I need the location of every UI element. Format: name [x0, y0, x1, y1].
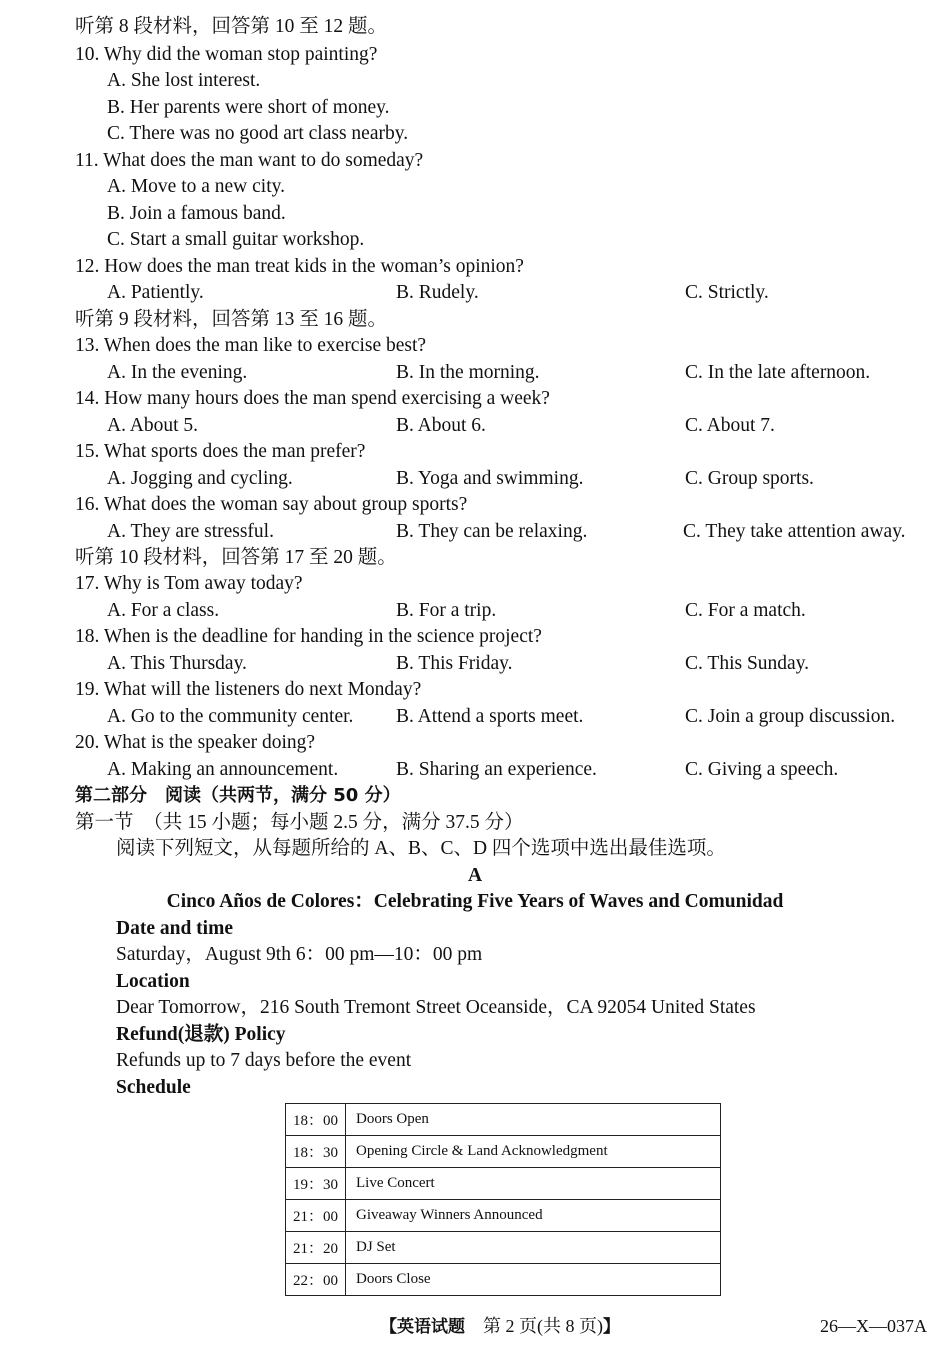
q18-options — [0, 651, 950, 677]
option-b: B. About 6. — [396, 415, 486, 436]
question-17 — [0, 571, 950, 597]
option-b: B. Her parents were short of money. — [107, 97, 390, 118]
question-11 — [0, 148, 950, 174]
section-one-title-row — [0, 810, 950, 836]
section-heading: 听第 10 段材料，回答第 17 至 20 题。 — [75, 547, 397, 568]
option-c: C. About 7. — [685, 415, 775, 436]
question-16 — [0, 492, 950, 518]
question-text: 10. Why did the woman stop painting? — [75, 44, 378, 65]
question-10 — [0, 42, 950, 68]
table-row — [286, 1232, 721, 1264]
section8-heading-row — [0, 14, 950, 40]
question-18 — [0, 624, 950, 650]
schedule-table — [285, 1103, 721, 1296]
option-b: B. Join a famous band. — [107, 203, 286, 224]
question-text: 16. What does the woman say about group sports? — [75, 494, 468, 515]
option-c: C. For a match. — [685, 600, 806, 621]
option-b: B. They can be relaxing. — [396, 521, 588, 542]
question-text: 20. What is the speaker doing? — [75, 732, 316, 753]
option-c: C. Strictly. — [685, 282, 769, 303]
passage-letter: A — [467, 865, 483, 886]
option-c: C. Join a group discussion. — [685, 706, 896, 727]
section-title: 第一节 （共 15 小题；每小题 2.5 分，满分 37.5 分） — [75, 812, 524, 833]
table-row — [286, 1168, 721, 1200]
page-footer — [0, 1313, 950, 1339]
question-14 — [0, 386, 950, 412]
schedule-event: Doors Close — [346, 1264, 721, 1296]
question-text: 18. When is the deadline for handing in the science project? — [75, 626, 542, 647]
table-row — [286, 1104, 721, 1136]
question-12 — [0, 254, 950, 280]
question-text: 17. Why is Tom away today? — [75, 573, 303, 594]
q14-options — [0, 413, 950, 439]
section-heading: 听第 8 段材料，回答第 10 至 12 题。 — [75, 16, 388, 37]
schedule-event: Opening Circle & Land Acknowledgment — [346, 1136, 721, 1168]
option-a: A. Jogging and cycling. — [107, 468, 293, 489]
part-title: 第二部分 阅读（共两节，满分 50 分） — [75, 785, 401, 806]
option-a: A. In the evening. — [107, 362, 248, 383]
schedule-event: Giveaway Winners Announced — [346, 1200, 721, 1232]
question-15 — [0, 439, 950, 465]
location-label-row — [0, 969, 950, 995]
question-text: 19. What will the listeners do next Monday? — [75, 679, 422, 700]
location-value: Dear Tomorrow，216 South Tremont Street Oceanside，CA 92054 United States — [116, 997, 756, 1018]
table-row — [286, 1200, 721, 1232]
passage-title-row — [0, 889, 950, 915]
q15-options — [0, 466, 950, 492]
option-c: C. Giving a speech. — [685, 759, 839, 780]
option-a: A. They are stressful. — [107, 521, 274, 542]
refund-label: Refund(退款) Policy — [116, 1024, 286, 1045]
section-heading: 听第 9 段材料，回答第 13 至 16 题。 — [75, 309, 388, 330]
option-b: B. Rudely. — [396, 282, 479, 303]
table-row — [286, 1264, 721, 1296]
location-value-row — [0, 995, 950, 1021]
schedule-event: Doors Open — [346, 1104, 721, 1136]
option-a: A. Making an announcement. — [107, 759, 339, 780]
q11-option-a — [0, 174, 950, 200]
schedule-time: 21：20 — [286, 1232, 346, 1264]
q16-options — [0, 519, 950, 545]
date-label: Date and time — [116, 918, 233, 939]
refund-value: Refunds up to 7 days before the event — [116, 1050, 412, 1071]
schedule-event: Live Concert — [346, 1168, 721, 1200]
location-label: Location — [116, 971, 190, 992]
option-a: A. This Thursday. — [107, 653, 247, 674]
schedule-time: 21：00 — [286, 1200, 346, 1232]
q11-option-b — [0, 201, 950, 227]
date-value: Saturday，August 9th 6：00 pm—10：00 pm — [116, 944, 483, 965]
section10-heading-row — [0, 545, 950, 571]
option-c: C. There was no good art class nearby. — [107, 123, 409, 144]
passage-letter-row — [0, 863, 950, 889]
option-c: C. This Sunday. — [685, 653, 810, 674]
q12-options — [0, 280, 950, 306]
refund-label-row — [0, 1022, 950, 1048]
option-b: B. For a trip. — [396, 600, 497, 621]
table-row — [286, 1136, 721, 1168]
q17-options — [0, 598, 950, 624]
schedule-time: 18：00 — [286, 1104, 346, 1136]
option-a: A. Move to a new city. — [107, 176, 285, 197]
option-b: B. Yoga and swimming. — [396, 468, 584, 489]
date-label-row — [0, 916, 950, 942]
question-20 — [0, 730, 950, 756]
schedule-label: Schedule — [116, 1077, 191, 1098]
footer-page-info — [380, 1313, 620, 1340]
option-b: B. This Friday. — [396, 653, 513, 674]
footer-subject: 英语试题 — [397, 1317, 465, 1337]
q10-option-b — [0, 95, 950, 121]
schedule-label-row — [0, 1075, 950, 1101]
footer-right-bracket: 】 — [603, 1317, 620, 1337]
q11-option-c — [0, 227, 950, 253]
question-19 — [0, 677, 950, 703]
question-text: 14. How many hours does the man spend exercising a week? — [75, 388, 550, 409]
option-b: B. Sharing an experience. — [396, 759, 597, 780]
question-13 — [0, 333, 950, 359]
schedule-event: DJ Set — [346, 1232, 721, 1264]
option-a: A. For a class. — [107, 600, 220, 621]
question-text: 11. What does the man want to do someday? — [75, 150, 424, 171]
section9-heading-row — [0, 307, 950, 333]
question-text: 13. When does the man like to exercise best? — [75, 335, 427, 356]
option-b: B. In the morning. — [396, 362, 540, 383]
option-a: A. She lost interest. — [107, 70, 261, 91]
option-a: A. Patiently. — [107, 282, 204, 303]
question-text: 15. What sports does the man prefer? — [75, 441, 366, 462]
footer-code: 26—X—037A — [820, 1316, 927, 1336]
date-value-row — [0, 942, 950, 968]
option-c: C. Group sports. — [685, 468, 814, 489]
q13-options — [0, 360, 950, 386]
option-a: A. Go to the community center. — [107, 706, 354, 727]
footer-left-bracket: 【 — [380, 1317, 397, 1337]
instruction: 阅读下列短文，从每题所给的 A、B、C、D 四个选项中选出最佳选项。 — [116, 838, 726, 859]
option-a: A. About 5. — [107, 415, 199, 436]
footer-page-number: 第 2 页(共 8 页) — [483, 1316, 603, 1336]
option-c: C. Start a small guitar workshop. — [107, 229, 365, 250]
schedule-time: 18：30 — [286, 1136, 346, 1168]
q20-options — [0, 757, 950, 783]
option-c: C. They take attention away. — [683, 521, 906, 542]
passage-title: Cinco Años de Colores：Celebrating Five Years of Waves and Comunidad — [166, 891, 784, 912]
question-text: 12. How does the man treat kids in the woman’s opinion? — [75, 256, 524, 277]
q10-option-a — [0, 68, 950, 94]
q19-options — [0, 704, 950, 730]
option-b: B. Attend a sports meet. — [396, 706, 584, 727]
schedule-time: 19：30 — [286, 1168, 346, 1200]
q10-option-c — [0, 121, 950, 147]
part-two-title-row — [0, 783, 950, 809]
instruction-row — [0, 836, 950, 862]
option-c: C. In the late afternoon. — [685, 362, 871, 383]
schedule-time: 22：00 — [286, 1264, 346, 1296]
refund-value-row — [0, 1048, 950, 1074]
